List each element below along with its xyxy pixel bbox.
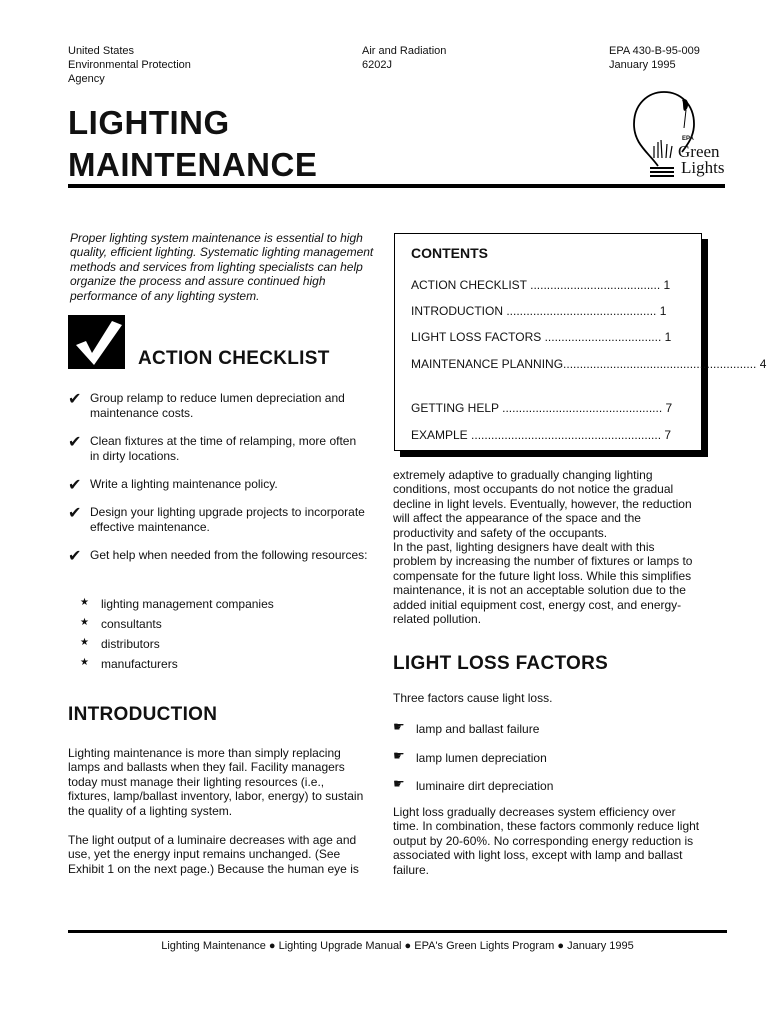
introduction-paragraph-1: Lighting maintenance is more than simply replacing lamps and ballasts when they fail. Facility managers today must manage their lighting resources (i.e., fixtures, lamp/ballast inventory, labor, energy) to sustain the quality of a lighting system.	[68, 746, 364, 818]
contents-heading: CONTENTS	[411, 245, 488, 261]
toc-entry-introduction[interactable]: INTRODUCTION ............................................. 1	[411, 304, 667, 318]
contents-box	[394, 233, 767, 451]
list-item	[68, 434, 368, 463]
list-item	[68, 548, 368, 563]
logo-green: Green	[678, 142, 720, 161]
toc-entry-light-loss-factors[interactable]: LIGHT LOSS FACTORS ................................... 1	[411, 330, 672, 344]
office-name: Air and Radiation 6202J	[362, 45, 447, 71]
star-bullet-icon: ★	[80, 637, 89, 648]
footer-rule	[68, 930, 727, 933]
introduction-heading: INTRODUCTION	[68, 704, 218, 725]
logo-lights: Lights	[681, 158, 725, 177]
toc-entry-getting-help[interactable]: GETTING HELP ................................................ 7	[411, 401, 673, 415]
page-footer: Lighting Maintenance ● Lighting Upgrade Manual ● EPA's Green Lights Program ● January 1995	[161, 940, 634, 952]
check-icon: ✔	[68, 548, 82, 565]
checklist-item-text: Group relamp to reduce lumen depreciation and maintenance costs.	[90, 391, 345, 420]
checkmark-box-icon	[68, 315, 125, 369]
intro-summary: Proper lighting system maintenance is essential to high quality, efficient lighting. Systematic lighting management methods and services from lighting specialists can help organize the process and assure continued high performance of any lighting system.	[70, 231, 374, 303]
list-item: ☛ lamp and ballast failure	[393, 719, 540, 736]
checklist-item-text: Get help when needed from the following resources:	[90, 548, 368, 562]
document-number: EPA 430-B-95-009 January 1995	[609, 45, 700, 71]
green-lights-logo	[628, 88, 728, 184]
list-item	[68, 477, 368, 492]
list-item	[68, 391, 368, 420]
check-icon: ✔	[68, 477, 82, 494]
list-item: ☛ lamp lumen depreciation	[393, 748, 547, 765]
title-line-2: MAINTENANCE	[68, 146, 318, 183]
light-loss-factors-heading: LIGHT LOSS FACTORS	[393, 653, 609, 674]
checklist-item-text: Design your lighting upgrade projects to incorporate effective maintenance.	[90, 505, 365, 534]
list-item: ★ consultants	[80, 617, 162, 631]
pointing-hand-icon: ☛	[393, 776, 405, 791]
toc-entry-action-checklist[interactable]: ACTION CHECKLIST ....................................... 1	[411, 278, 671, 292]
page-title	[68, 102, 317, 186]
check-icon: ✔	[68, 391, 82, 408]
list-item: ★ lighting management companies	[80, 597, 274, 611]
star-bullet-icon: ★	[80, 597, 89, 608]
star-bullet-icon: ★	[80, 617, 89, 628]
checklist-item-text: Write a lighting maintenance policy.	[90, 477, 278, 491]
list-item: ★ manufacturers	[80, 657, 178, 671]
title-rule	[68, 184, 725, 188]
introduction-continued: extremely adaptive to gradually changing lighting conditions, most occupants do not notice the gradual decline in light levels. Eventually, however, the reduction will affect the appearance of the space and the productivity and safety of the occupants. In the past, lighting designers have dealt with this problem by increasing the number of fixtures or lamps to compensate for the future light loss. While this simplifies maintenance, it is not an acceptable solution due to the added initial equipment cost, energy cost, and energy-related pollution.	[393, 468, 693, 627]
light-loss-paragraph: Light loss gradually decreases system efficiency over time. In combination, these factors commonly reduce light output by 20-60%. No corresponding energy reduction is associated with light loss, except with lamp and ballast failure.	[393, 805, 700, 877]
check-icon: ✔	[68, 505, 82, 522]
list-item: ☛ luminaire dirt depreciation	[393, 776, 554, 793]
light-loss-lead: Three factors cause light loss.	[393, 691, 553, 705]
check-icon: ✔	[68, 434, 82, 451]
action-checklist-heading: ACTION CHECKLIST	[138, 348, 330, 369]
toc-entry-example[interactable]: EXAMPLE ......................................................... 7	[411, 428, 672, 442]
epa-mark: EPA	[682, 136, 694, 142]
star-bullet-icon: ★	[80, 657, 89, 668]
list-item	[68, 505, 368, 534]
pointing-hand-icon: ☛	[393, 719, 405, 734]
introduction-paragraph-2: The light output of a luminaire decreases with age and use, yet the energy input remains unchanged. (See Exhibit 1 on the next page.) Because the human eye is	[68, 833, 359, 876]
agency-name: United States Environmental Protection Agency	[68, 45, 191, 85]
toc-entry-maintenance-planning[interactable]: MAINTENANCE PLANNING.......................................................... 4	[411, 357, 767, 371]
title-line-1: LIGHTING	[68, 104, 230, 141]
pointing-hand-icon: ☛	[393, 748, 405, 763]
checklist-item-text: Clean fixtures at the time of relamping, more often in dirty locations.	[90, 434, 357, 463]
list-item: ★ distributors	[80, 637, 160, 651]
